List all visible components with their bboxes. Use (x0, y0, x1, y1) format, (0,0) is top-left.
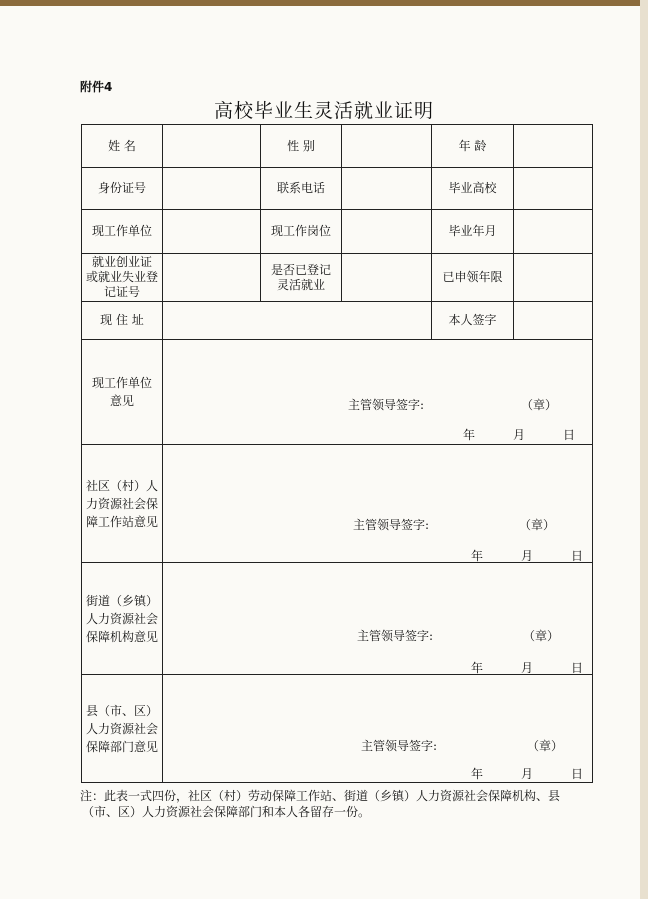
sign-label: 主管领导签字: (357, 629, 434, 643)
date-year: 年 (463, 428, 476, 442)
certificate-form (81, 124, 593, 783)
date-day: 日 (571, 661, 584, 675)
input-work-unit[interactable] (163, 210, 261, 254)
label-school: 毕业高校 (432, 168, 514, 210)
seal-label: （章） (527, 739, 564, 753)
label-age: 年 龄 (432, 125, 514, 168)
opinion-label-county (82, 675, 163, 783)
flex-line-1: 是否已登记 (270, 262, 331, 277)
footnote (80, 788, 600, 820)
input-school[interactable] (514, 168, 593, 210)
label-address: 现 住 址 (82, 302, 163, 340)
label-gender: 性 别 (261, 125, 342, 168)
label-signature: 本人签字 (432, 302, 514, 340)
label-name: 姓 名 (82, 125, 163, 168)
label-grad-date: 毕业年月 (432, 210, 514, 254)
opinion-2-line-1: 社区（村）人 (86, 478, 159, 493)
opinion-3-line-1: 街道（乡镇） (86, 593, 159, 608)
footnote-line-1: 注：此表一式四份，社区（村）劳动保障工作站、街道（乡镇）人力资源社会保障机构、县 (80, 789, 561, 803)
label-phone: 联系电话 (261, 168, 342, 210)
opinion-label-street (82, 563, 163, 675)
input-grad-date[interactable] (514, 210, 593, 254)
label-flex-employment (261, 254, 342, 302)
date-year: 年 (471, 661, 484, 675)
opinion-3-line-3: 保障机构意见 (86, 629, 159, 644)
label-id-number: 身份证号 (82, 168, 163, 210)
seal-label: （章） (519, 518, 556, 532)
opinion-area-community[interactable] (163, 445, 593, 563)
input-age[interactable] (514, 125, 593, 168)
label-work-unit: 现工作单位 (82, 210, 163, 254)
date-month: 月 (521, 767, 534, 781)
input-id-number[interactable] (163, 168, 261, 210)
input-subsidy-years[interactable] (514, 254, 593, 302)
opinion-area-work-unit[interactable] (163, 340, 593, 445)
opinion-1-line-2: 意见 (109, 394, 134, 408)
cert-line-1: 就业创业证 (91, 255, 152, 269)
sign-label: 主管领导签字: (348, 398, 425, 412)
opinion-area-county[interactable] (163, 675, 593, 783)
date-year: 年 (471, 549, 484, 563)
top-border (0, 0, 648, 6)
label-subsidy-years: 已申领年限 (432, 254, 514, 302)
input-gender[interactable] (342, 125, 432, 168)
date-day: 日 (563, 428, 576, 442)
cert-line-2: 或就业失业登 (85, 270, 158, 284)
seal-label: （章） (523, 629, 560, 643)
label-cert-number (82, 254, 163, 302)
input-phone[interactable] (342, 168, 432, 210)
input-cert-number[interactable] (163, 254, 261, 302)
input-address[interactable] (163, 302, 432, 340)
page-title: 高校毕业生灵活就业证明 (213, 100, 434, 122)
date-month: 月 (521, 661, 534, 675)
seal-label: （章） (521, 398, 558, 412)
opinion-area-street[interactable] (163, 563, 593, 675)
sign-label: 主管领导签字: (361, 739, 438, 753)
opinion-label-community (82, 445, 163, 563)
flex-line-2: 灵活就业 (276, 277, 325, 292)
opinion-label-work-unit (82, 340, 163, 445)
opinion-4-line-2: 人力资源社会 (86, 721, 159, 736)
date-day: 日 (571, 549, 584, 563)
label-work-post: 现工作岗位 (261, 210, 342, 254)
opinion-4-line-3: 保障部门意见 (86, 739, 159, 754)
opinion-4-line-1: 县（市、区） (86, 703, 159, 718)
opinion-3-line-2: 人力资源社会 (86, 611, 159, 626)
opinion-1-line-1: 现工作单位 (91, 376, 152, 390)
opinion-2-line-2: 力资源社会保 (86, 496, 159, 511)
footnote-line-2: （市、区）人力资源社会保障部门和本人各留存一份。 (82, 805, 371, 819)
cert-line-3: 记证号 (103, 285, 140, 299)
input-work-post[interactable] (342, 210, 432, 254)
date-month: 月 (521, 549, 534, 563)
date-month: 月 (513, 428, 526, 442)
date-day: 日 (571, 767, 584, 781)
attachment-label: 附件4 (80, 80, 113, 94)
input-name[interactable] (163, 125, 261, 168)
input-signature[interactable] (514, 302, 593, 340)
date-year: 年 (471, 767, 484, 781)
sign-label: 主管领导签字: (353, 518, 430, 532)
page-edge (640, 0, 648, 899)
input-flex-employment[interactable] (342, 254, 432, 302)
opinion-2-line-3: 障工作站意见 (86, 514, 159, 529)
